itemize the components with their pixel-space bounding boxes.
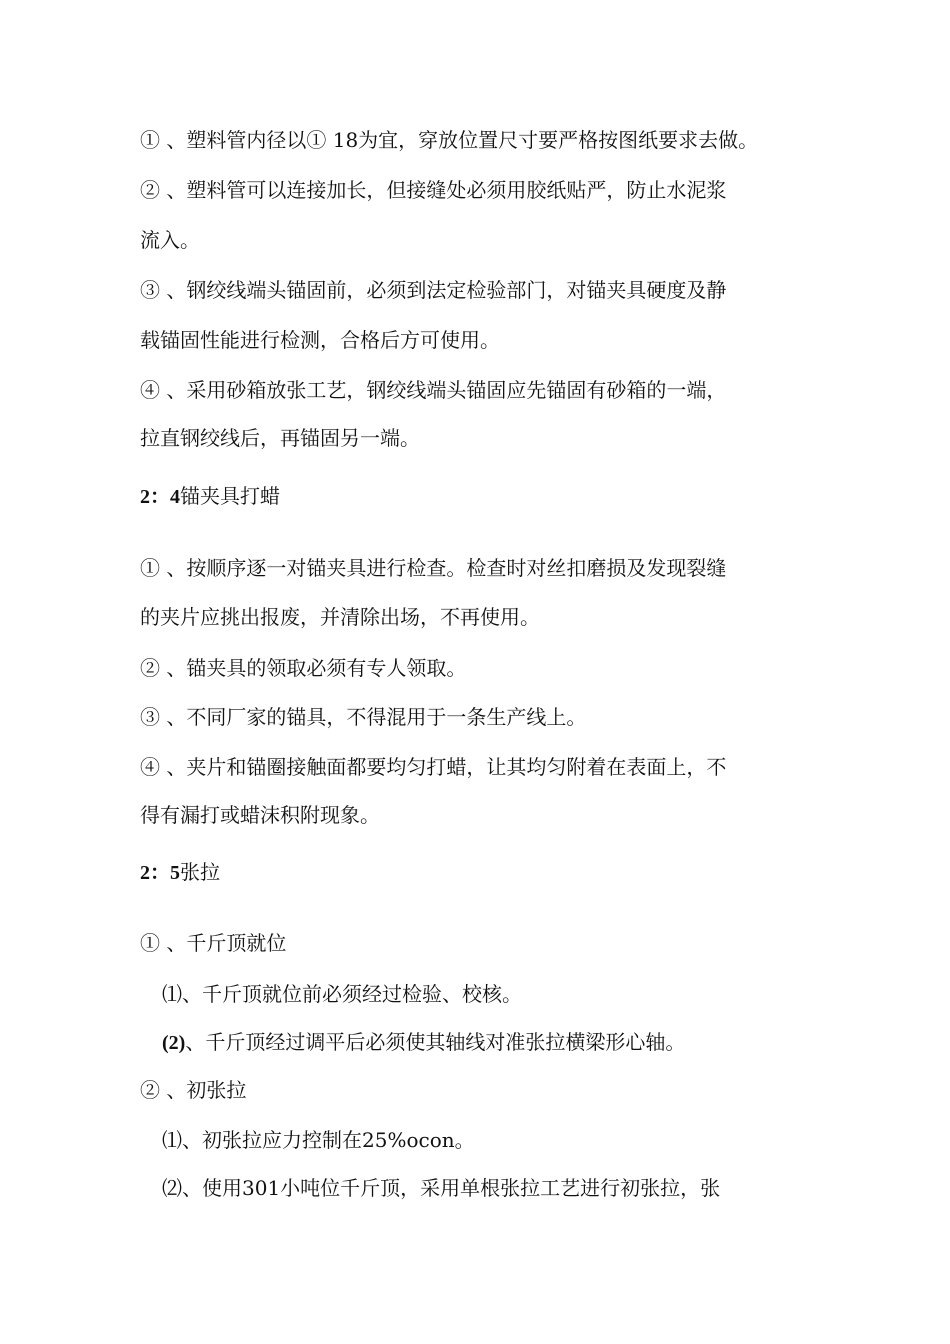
list-item: ④ 、夹片和锚圈接触面都要均匀打蜡，让其均匀附着在表面上，不 <box>140 755 727 779</box>
section-heading-2-5 <box>140 858 220 887</box>
sub-list-item <box>162 1028 685 1057</box>
section-title: 张拉 <box>180 860 220 884</box>
section-number: 2：4 <box>140 486 180 508</box>
list-item: ① 、按顺序逐一对锚夹具进行检查。检查时对丝扣磨损及发现裂缝 <box>140 556 727 580</box>
list-item: ② 、锚夹具的领取必须有专人领取。 <box>140 656 467 680</box>
sub-item-number: (2) <box>162 1032 186 1054</box>
list-item: ③ 、不同厂家的锚具，不得混用于一条生产线上。 <box>140 705 587 729</box>
list-item-continuation: 流入。 <box>140 228 200 252</box>
list-item: ② 、塑料管可以连接加长，但接缝处必须用胶纸贴严，防止水泥浆 <box>140 178 727 202</box>
list-item: ① 、塑料管内径以① 18为宜，穿放位置尺寸要严格按图纸要求去做。 <box>140 128 759 152</box>
sub-item-text: 、千斤顶经过调平后必须使其轴线对准张拉横梁形心轴。 <box>185 1030 686 1054</box>
list-item-continuation: 的夹片应挑出报废，并清除出场，不再使用。 <box>140 605 540 629</box>
list-item: ④ 、采用砂箱放张工艺，钢绞线端头锚固应先锚固有砂箱的一端， <box>140 378 727 402</box>
list-item-continuation: 载锚固性能进行检测，合格后方可使用。 <box>140 328 500 352</box>
sub-list-item: ⑴、千斤顶就位前必须经过检验、校核。 <box>162 982 522 1006</box>
sub-list-item: ⑴、初张拉应力控制在25%ocon。 <box>162 1128 475 1152</box>
list-item-continuation: 得有漏打或蜡沫积附现象。 <box>140 803 380 827</box>
list-item-continuation: 拉直钢绞线后，再锚固另一端。 <box>140 426 420 450</box>
list-item: ② 、初张拉 <box>140 1078 247 1102</box>
section-heading-2-4 <box>140 482 280 511</box>
sub-list-item: ⑵、使用301小吨位千斤顶，采用单根张拉工艺进行初张拉，张 <box>162 1176 721 1200</box>
section-number: 2：5 <box>140 862 180 884</box>
section-title: 锚夹具打蜡 <box>180 484 280 508</box>
list-item: ① 、千斤顶就位 <box>140 931 287 955</box>
list-item: ③ 、钢绞线端头锚固前，必须到法定检验部门，对锚夹具硬度及静 <box>140 278 727 302</box>
